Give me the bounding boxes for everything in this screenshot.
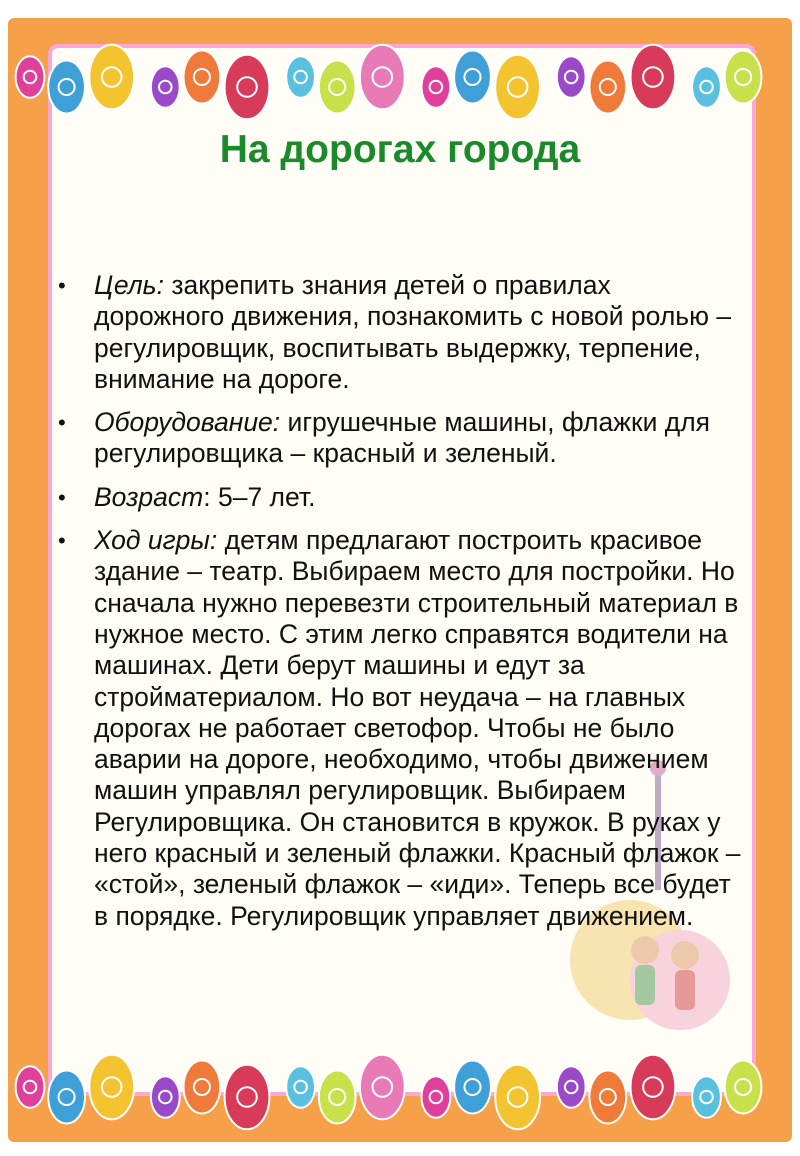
page-title: На дорогах города <box>219 128 581 171</box>
item-label: Возраст <box>94 481 204 512</box>
bead-icon <box>48 1071 85 1124</box>
bead-icon <box>422 66 451 107</box>
bead-icon <box>225 1065 270 1129</box>
bead-icon <box>360 45 405 109</box>
bead-garland-top-icon <box>0 26 800 136</box>
bead-icon <box>454 1061 491 1114</box>
bullet-list <box>56 270 746 932</box>
bead-icon <box>557 1066 586 1107</box>
bullet-icon: • <box>58 273 66 298</box>
bead-icon <box>151 66 180 107</box>
bead-garland-bottom-icon <box>0 1036 800 1146</box>
bullet-icon: • <box>58 528 66 554</box>
item-label: Оборудование: <box>94 407 281 438</box>
bead-icon <box>692 66 721 107</box>
bead-icon <box>692 1076 721 1117</box>
item-text: детям предлагают построить красивое здание – театр. Выбираем место для постройки. Но сначала нужно перевезти строительный материал в нужное место. С этим легко справятся водители на машинах. Дети берут машины и едут за стройматериалом. Но вот неудача – на главных дорогах не работает светофор. Чтобы не было аварии на дороге, необходимо, чтобы движением машин управлял регулировщик. Выбираем Регулировщика. Он становится в кружок. В руках у него красный и зеленый флажки. Красный флажок – «стой», зеленый флажок – «иди». Теперь все будет в порядке. Регулировщик управляет движением. <box>94 525 741 931</box>
bead-icon <box>319 1071 356 1124</box>
bead-icon <box>286 1066 315 1107</box>
list-item-age <box>56 482 746 513</box>
item-text: : 5–7 лет. <box>203 481 316 512</box>
bead-icon <box>454 51 491 104</box>
bead-icon <box>184 1061 221 1114</box>
bead-icon <box>631 45 676 109</box>
bead-icon <box>48 61 85 114</box>
bead-icon <box>589 1071 626 1124</box>
bead-icon <box>725 51 762 104</box>
item-label: Ход игры: <box>94 525 218 556</box>
bead-icon <box>360 1055 405 1119</box>
bead-icon <box>16 56 45 97</box>
bead-icon <box>286 56 315 97</box>
bead-icon <box>725 1061 762 1114</box>
item-text: игрушечные машины, флажки для регулировщика – красный и зеленый. <box>94 407 711 469</box>
item-label: Цель: <box>94 270 164 300</box>
bead-icon <box>589 61 626 114</box>
bullet-icon: • <box>58 484 66 510</box>
bead-icon <box>184 51 221 104</box>
bead-icon <box>631 1055 676 1119</box>
bead-icon <box>151 1076 180 1117</box>
bead-icon <box>495 1065 540 1129</box>
bead-icon <box>495 55 540 119</box>
content-body <box>56 270 746 944</box>
item-text: закрепить знания детей о правилах дорожного движения, познакомить с новой ролью – регулировщик, воспитывать выдержку, терпение, внимание на дороге. <box>94 270 732 394</box>
bead-icon <box>225 55 270 119</box>
bullet-icon: • <box>58 410 66 436</box>
bead-icon <box>16 1066 45 1107</box>
bead-icon <box>319 61 356 114</box>
bead-icon <box>89 45 134 109</box>
bead-icon <box>89 1055 134 1119</box>
list-item-game-flow <box>56 525 746 932</box>
list-item-goal <box>56 270 746 395</box>
bead-icon <box>422 1076 451 1117</box>
bead-icon <box>557 56 586 97</box>
list-item-equipment <box>56 407 746 470</box>
